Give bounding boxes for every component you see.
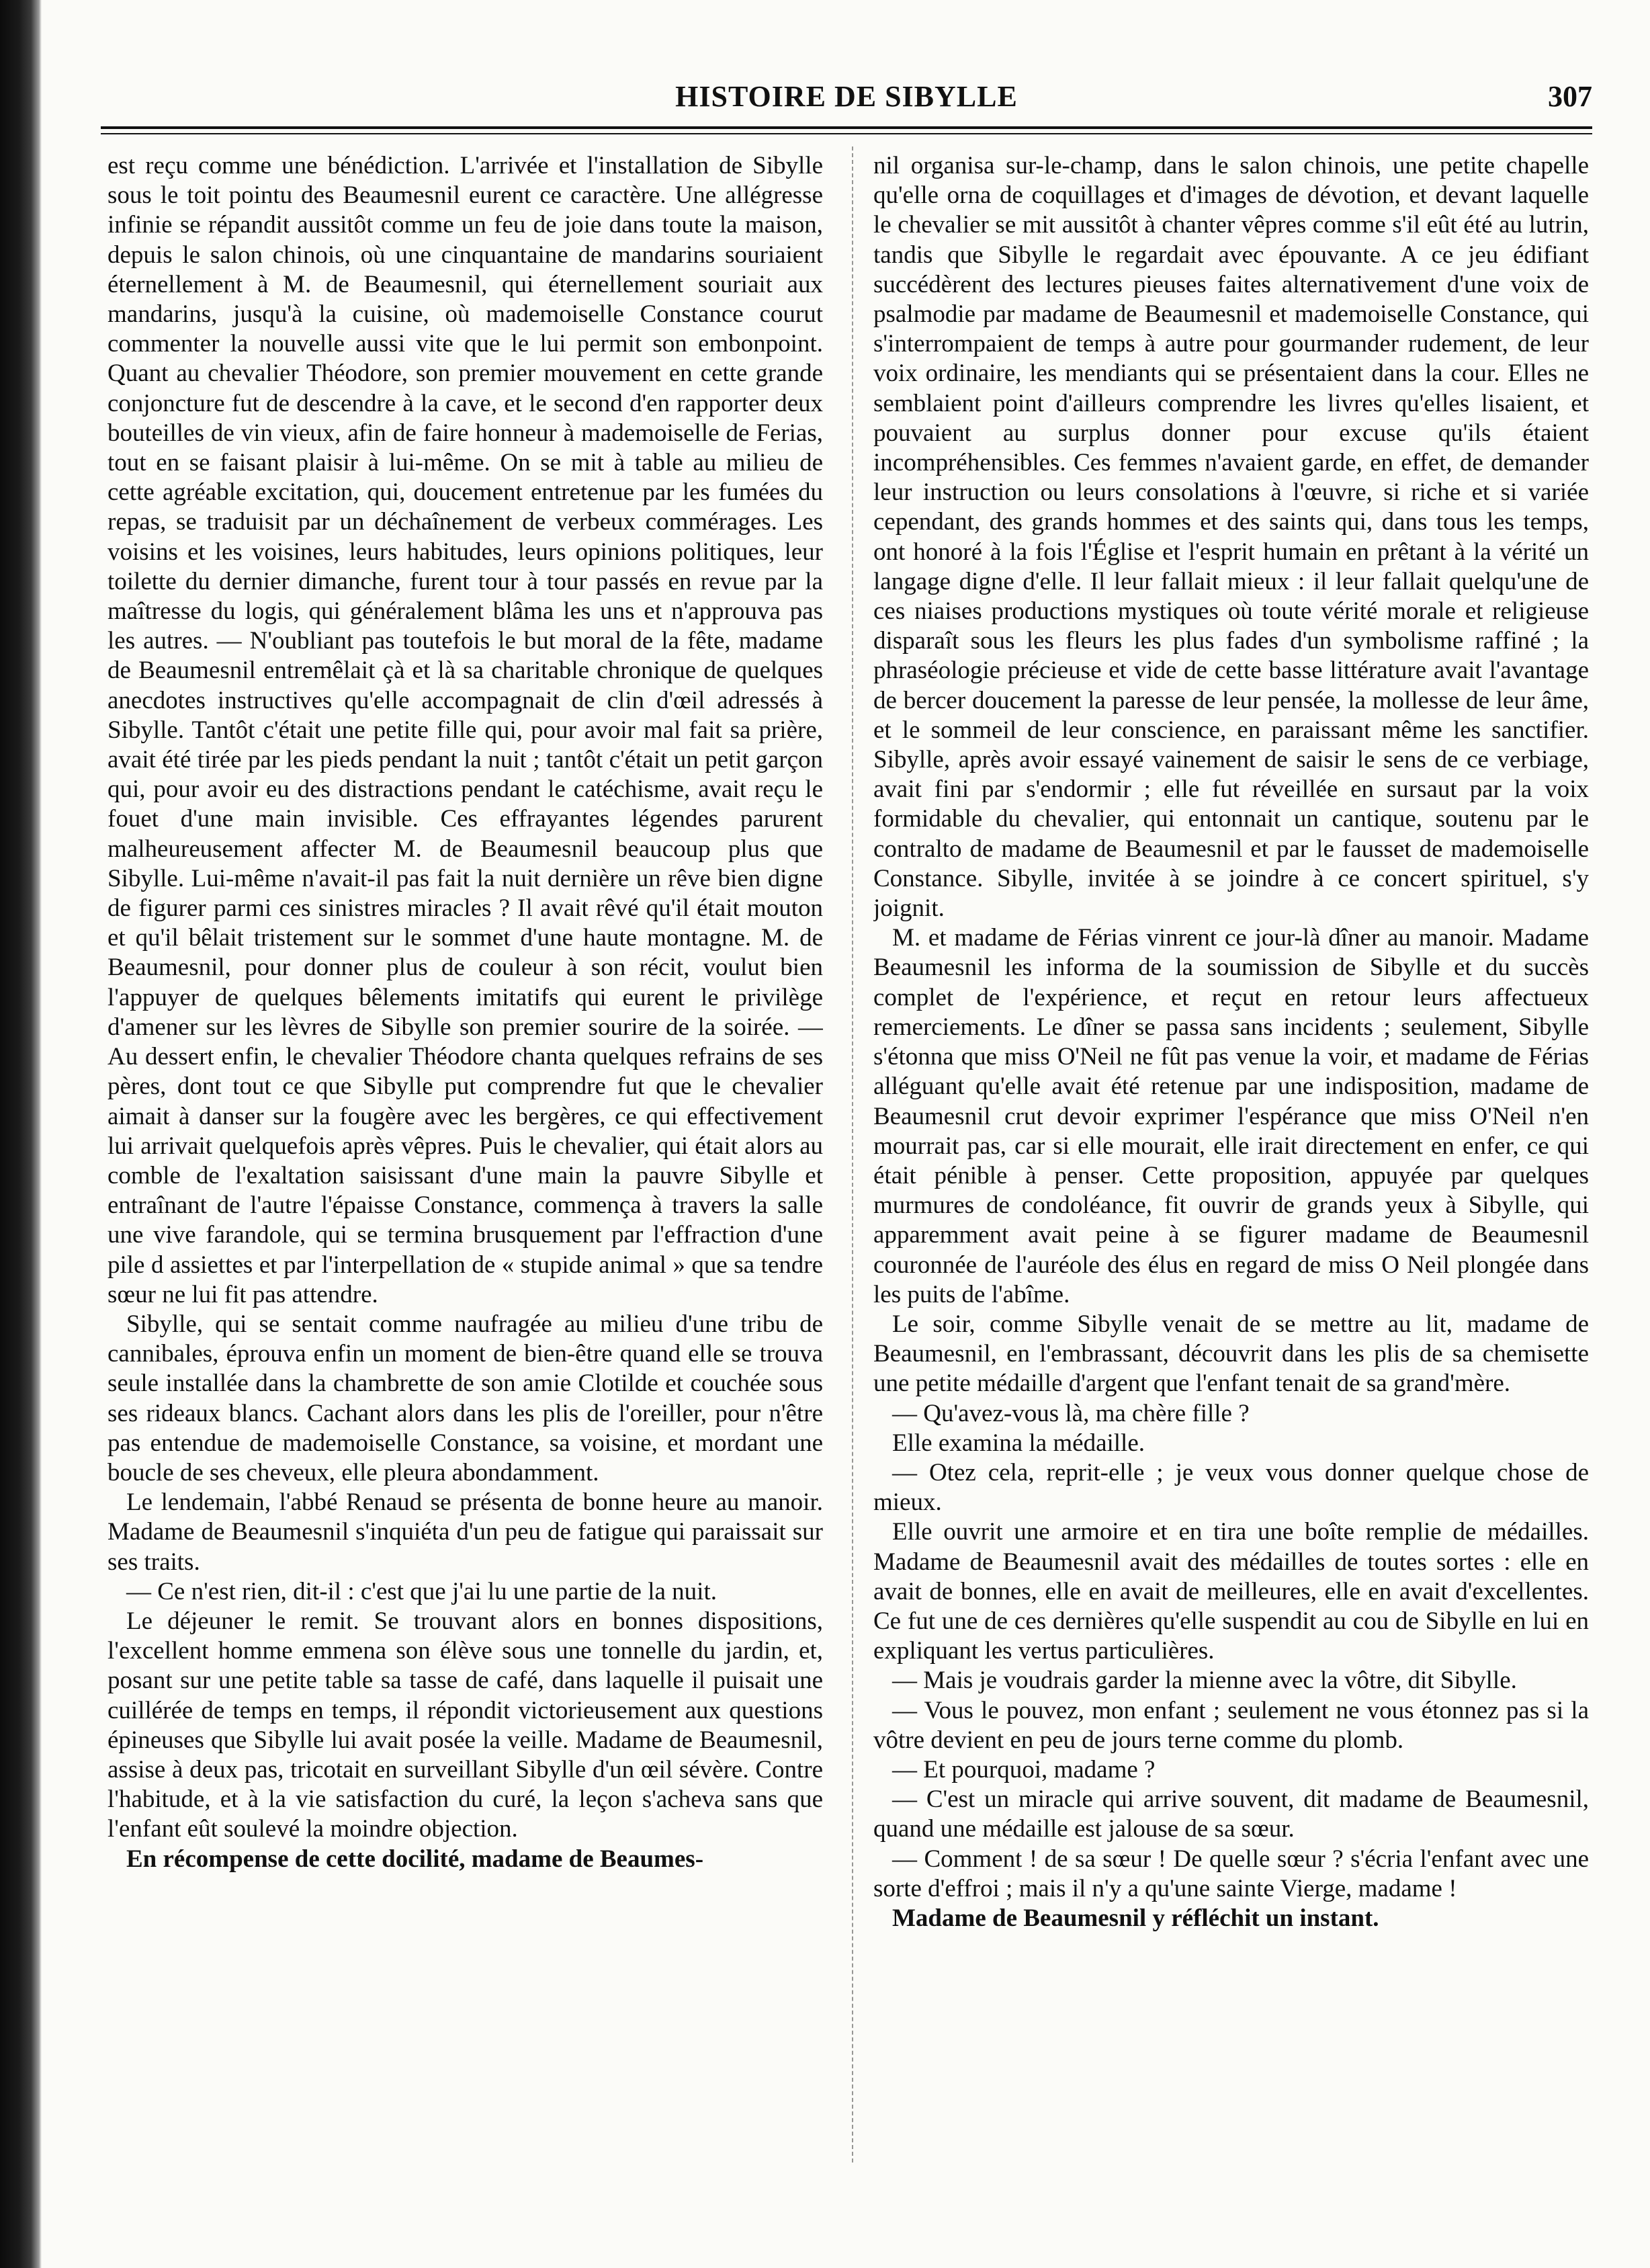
paragraph: Elle examina la médaille. <box>892 1429 1145 1457</box>
paragraph: — C'est un miracle qui arrive souvent, dit madame de Beaumesnil, quand une médaille est jalouse de sa sœur. <box>873 1786 1589 1843</box>
paragraph: Elle ouvrit une armoire et en tira une boîte remplie de médailles. Madame de Beaumesnil avait des médailles de toutes sortes : elle en avait de bonnes, elle en avait de meilleures, elle en avait d'excellentes. Ce fut une de ces dernières qu'elle suspendit au cou de Sibylle en lui en expliquant les vertus particulières. <box>873 1518 1589 1665</box>
paragraph: — Mais je voudrais garder la mienne avec la vôtre, dit Sibylle. <box>892 1667 1517 1695</box>
paragraph: — Et pourquoi, madame ? <box>892 1755 1156 1783</box>
paragraph: nil organisa sur-le-champ, dans le salon chinois, une petite chapelle qu'elle orna de coquillages et d'images de dévotion, et devant laquelle le chevalier se mit aussitôt à chanter vêpres comme s'il eût été au lutrin, tandis que Sibylle le regardait avec épouvante. A ce jeu édifiant succédèrent des lectures pieuses faites alternativement d'une voix de psalmodie par madame de Beaumesnil et mademoiselle Constance, qui s'interrompaient de temps à autre pour gourmander rudement, de leur voix ordinaire, les mendiants qui se présentaient dans la cour. Elles ne semblaient point d'ailleurs comprendre les livres qu'elles lisaient, et pouvaient au surplus donner pour excuse qu'ils étaient incompréhensibles. Ces femmes n'avaient garde, en effet, de demander leur instruction ou leurs consolations à l'œuvre, si riche et si variée cependant, des grands hommes et des saints qui, dans tous les temps, ont honoré à la fois l'Église et l'esprit humain en prêtant à la vérité un langage digne d'elle. Il leur fallait mieux : il leur fallait quelqu'une de ces niaises productions mystiques où toute vérité morale et religieuse disparaît sous les fleurs les plus fades d'un symbolisme raffiné ; la phraséologie précieuse et vide de cette basse littérature avait l'avantage de bercer doucement la paresse de leur pensée, la mollesse de leur âme, et le sommeil de leur conscience, en paraissant même les sanctifier. Sibylle, après avoir essayé vainement de saisir le sens de ce verbiage, avait fini par s'endormir ; elle fut réveillée en sursaut par la voix formidable du chevalier, qui entonnait un cantique, soutenu par le contralto de madame de Beaumesnil et par le fausset de mademoiselle Constance. Sibylle, invitée à se joindre à ce concert spirituel, s'y joignit. <box>873 152 1589 923</box>
final-line: En récompense de cette docilité, madame de Beaumes- <box>126 1845 704 1873</box>
paragraph: M. et madame de Férias vinrent ce jour-là dîner au manoir. Madame Beaumesnil les informa de la soumission de Sibylle et du succès complet de l'expérience, et reçut en retour leurs affectueux remerciements. Le dîner se passa sans incidents ; seulement, Sibylle s'étonna que miss O'Neil ne fût pas venue la voir, et madame de Férias alléguant qu'elle avait été retenue par une indisposition, madame de Beaumesnil crut devoir exprimer l'espérance que miss O'Neil n'en mourrait pas, car si elle mourait, elle irait directement en enfer, ce qui était pénible à penser. Cette proposition, appuyée par quelques murmures de condoléance, fit ouvrir de grands yeux à Sibylle, qui apparemment avait peine à se figurer madame de Beaumesnil couronnée de l'auréole des élus en regard de miss O Neil plongée dans les puits de l'abîme. <box>873 924 1589 1308</box>
left-column <box>107 151 823 2167</box>
paragraph: Le soir, comme Sibylle venait de se mettre au lit, madame de Beaumesnil, en l'embrassant, découvrit dans les plis de sa chemisette une petite médaille d'argent que l'enfant tenait de sa grand'mère. <box>873 1310 1589 1398</box>
paragraph: Sibylle, qui se sentait comme naufragée au milieu d'une tribu de cannibales, éprouva enfin un moment de bien-être quand elle se trouva seule installée dans la chambrette de son amie Clotilde et couchée sous ses rideaux blancs. Cachant alors dans les plis de l'oreiller, pour n'être pas entendue de mademoiselle Constance, sa voisine, et mordant une boucle de ses cheveux, elle pleura abondamment. <box>107 1310 823 1486</box>
running-header <box>101 79 1592 126</box>
header-rule-thick <box>101 126 1592 129</box>
paragraph: — Ce n'est rien, dit-il : c'est que j'ai lu une partie de la nuit. <box>126 1577 717 1605</box>
right-column <box>873 151 1589 2167</box>
paragraph: Le lendemain, l'abbé Renaud se présenta de bonne heure au manoir. Madame de Beaumesnil s'inquiéta d'un peu de fatigue qui paraissait sur ses traits. <box>107 1488 823 1576</box>
binding-shadow <box>0 0 42 2268</box>
final-line: Madame de Beaumesnil y réfléchit un instant. <box>892 1904 1379 1932</box>
page-number: 307 <box>1548 80 1592 113</box>
paragraph: Le déjeuner le remit. Se trouvant alors en bonnes dispositions, l'excellent homme emmena son élève sous une tonnelle du jardin, et, posant sur une petite table sa tasse de café, dans laquelle il puisait une cuillérée de temps en temps, il répondit victorieusement aux questions épineuses que Sibylle lui avait posée la veille. Madame de Beaumesnil, assise à deux pas, tricotait en surveillant Sibylle d'un œil sévère. Contre l'habitude, et à la vie satisfaction du curé, la leçon s'acheva sans que l'enfant eût soulevé la moindre objection. <box>107 1607 823 1843</box>
paragraph: — Qu'avez-vous là, ma chère fille ? <box>892 1399 1250 1427</box>
paragraph: — Vous le pouvez, mon enfant ; seulement ne vous étonnez pas si la vôtre devient en peu de jours terne comme du plomb. <box>873 1696 1589 1754</box>
running-title: HISTOIRE DE SIBYLLE <box>675 80 1018 113</box>
paragraph: — Otez cela, reprit-elle ; je veux vous donner quelque chose de mieux. <box>873 1458 1589 1517</box>
header-rule-thin <box>101 133 1592 134</box>
column-divider <box>852 146 853 2162</box>
paragraph: — Comment ! de sa sœur ! De quelle sœur ? s'écria l'enfant avec une sorte d'effroi ; mais il n'y a qu'une sainte Vierge, madame ! <box>873 1845 1589 1902</box>
paragraph: est reçu comme une bénédiction. L'arrivée et l'installation de Sibylle sous le toit pointu des Beaumesnil eurent ce caractère. Une allégresse infinie se répandit aussitôt comme un feu de joie dans toute la maison, depuis le salon chinois, où une cinquantaine de mandarins souriaient éternellement à M. de Beaumesnil, qui éternellement souriait aux mandarins, jusqu'à la cuisine, où mademoiselle Constance courut commenter la nouvelle aussi vite que le lui permit son embonpoint. Quant au chevalier Théodore, son premier mouvement en cette grande conjoncture fut de descendre à la cave, et le second d'en rapporter deux bouteilles de vin vieux, afin de faire honneur à mademoiselle de Ferias, tout en se faisant plaisir à lui-même. On se mit à table au milieu de cette agréable excitation, qui, doucement entretenue par les fumées du repas, se traduisit par un déchaînement de verbeux commérages. Les voisins et les voisines, leurs habitudes, leurs opinions politiques, leur toilette du dernier dimanche, furent tour à tour passés en revue par la maîtresse du logis, qui généralement blâma les uns et n'approuva pas les autres. — N'oubliant pas toutefois le but moral de la fête, madame de Beaumesnil entremêlait çà et là sa charitable chronique de quelques anecdotes instructives qu'elle accompagnait de clin d'œil adressés à Sibylle. Tantôt c'était une petite fille qui, pour avoir mal fait sa prière, avait été tirée par les pieds pendant la nuit ; tantôt c'était un petit garçon qui, pour avoir eu des distractions pendant le catéchisme, avait reçu le fouet d'une main invisible. Ces effrayantes légendes parurent malheureusement affecter M. de Beaumesnil beaucoup plus que Sibylle. Lui-même n'avait-il pas fait la nuit dernière un rêve bien digne de figurer parmi ces sinistres miracles ? Il avait rêvé qu'il était mouton et qu'il bêlait tristement sur le sommet d'une haute montagne. M. de Beaumesnil, pour donner plus de couleur à son récit, voulut bien l'appuyer de quelques bêlements imitatifs qui eurent le privilège d'amener sur les lèvres de Sibylle son premier sourire de la soirée. — Au dessert enfin, le chevalier Théodore chanta quelques refrains de ses pères, dont tout ce que Sibylle put comprendre fut que le chevalier aimait à danser sur la fougère avec les bergères, ce qui effectivement lui arrivait quelquefois après vêpres. Puis le chevalier, qui était alors au comble de l'exaltation saisissant d'une main la pauvre Sibylle et entraînant de l'autre l'épaisse Constance, commença à travers la salle une vive farandole, qui se termina brusquement par l'effraction d'une pile d assiettes et par l'interpellation de « stupide animal » que sa tendre sœur ne lui fit pas attendre. <box>107 152 823 1308</box>
